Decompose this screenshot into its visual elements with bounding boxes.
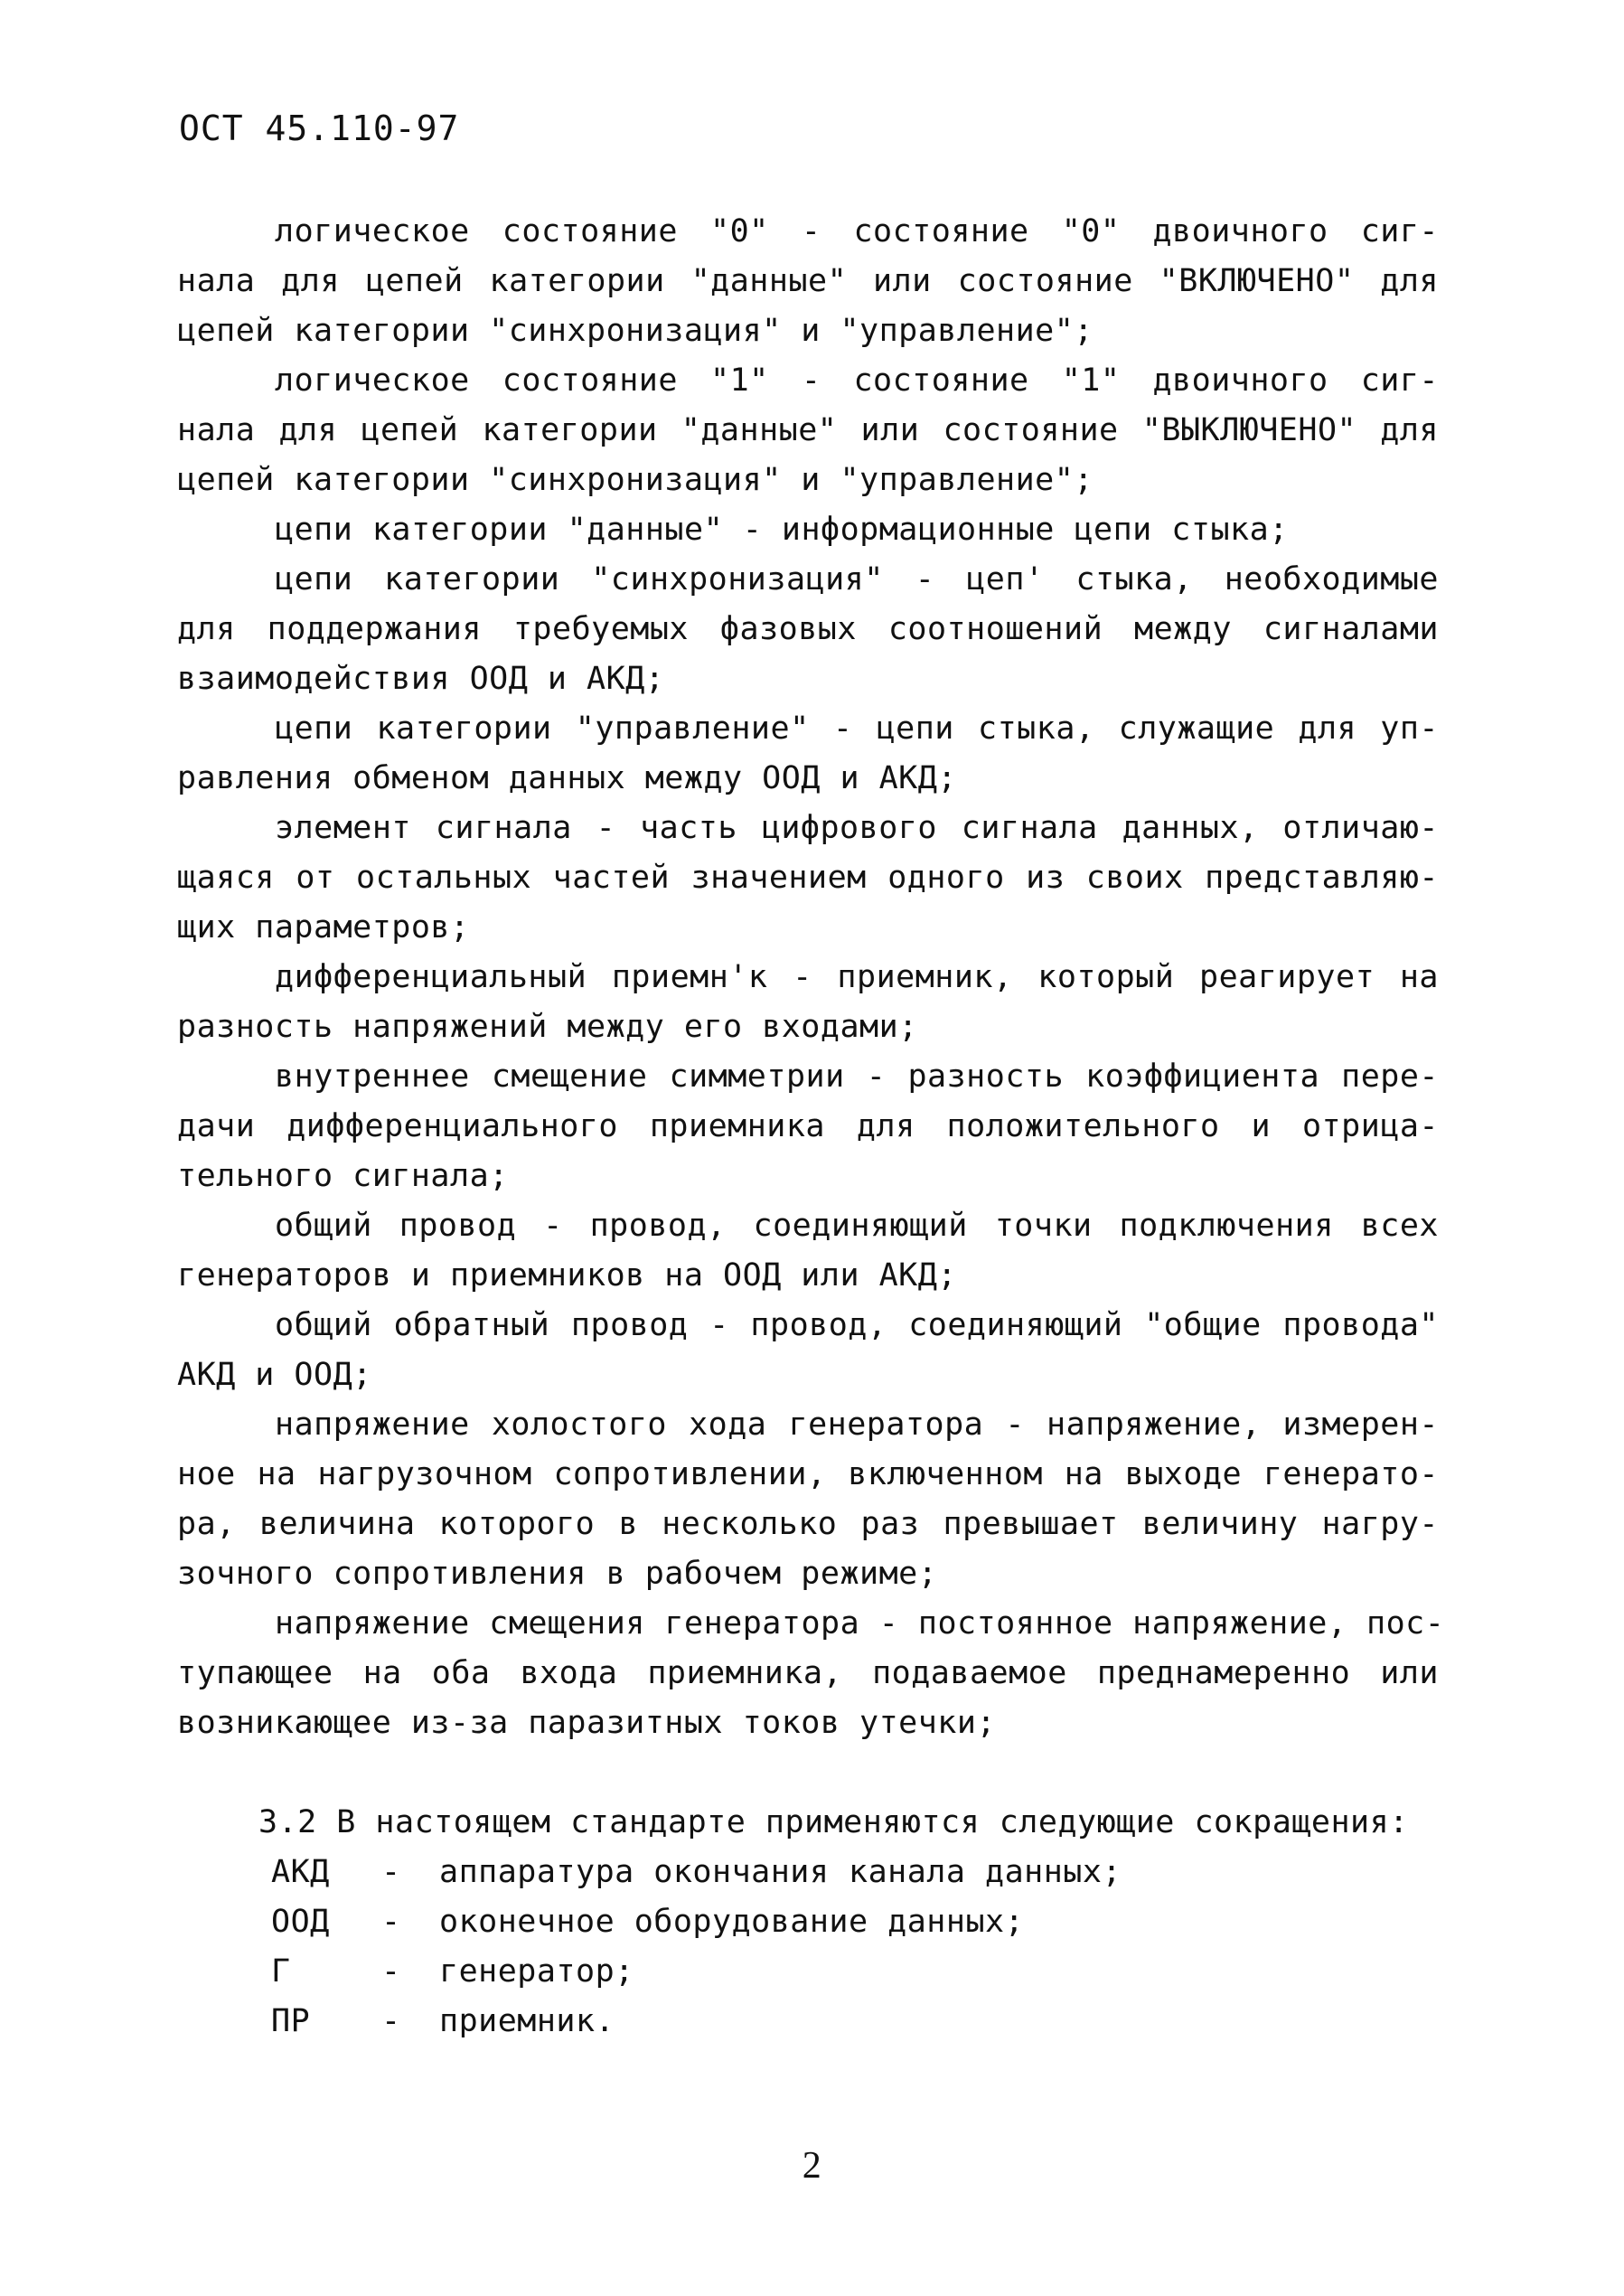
text-line: напряжение холостого хода генератора - напряжение, измерен- [275,1407,1439,1443]
abbreviation-dash: - [381,1953,401,1990]
abbreviation-dash: - [381,1854,401,1890]
text-line: тупающее на оба входа приемника, подаваемое преднамеренно или [177,1655,1439,1691]
abbreviation-dash: - [381,2003,401,2039]
text-line: АКД и ООД; [177,1357,372,1393]
text-line: разность напряжений между его входами; [177,1009,918,1045]
abbreviation-code: ПР [271,2003,311,2039]
text-line: возникающее из-за паразитных токов утечки; [177,1705,997,1741]
text-line: общий провод - провод, соединяющий точки подключения всех [275,1208,1439,1244]
text-line: цепей категории "синхронизация" и "управление"; [177,462,1094,498]
text-line: цепи категории "управление" - цепи стыка, служащие для уп- [275,710,1439,747]
abbreviation-text: приемник. [439,2003,615,2039]
text-line: зочного сопротивления в рабочем режиме; [177,1556,938,1592]
text-line: щих параметров; [177,909,470,946]
page-number: 2 [802,2145,822,2187]
abbreviation-code: ООД [271,1904,330,1940]
text-line: генераторов и приемников на ООД или АКД; [177,1257,957,1294]
text-line: цепи категории "данные" - информационные цепи стыка; [275,512,1289,548]
abbreviation-text: оконечное оборудование данных; [439,1904,1025,1940]
abbreviation-dash: - [381,1904,401,1940]
text-line: логическое состояние "0" - состояние "0" двоичного сиг- [275,213,1439,249]
text-line: нала для цепей категории "данные" или состояние "ВЫКЛЮЧЕНО" для [177,412,1439,448]
text-line: цепей категории "синхронизация" и "управление"; [177,313,1094,349]
abbreviation-code: Г [271,1953,291,1990]
text-line: цепи категории "синхронизация" - цеп' стыка, необходимые [275,561,1439,598]
text-line: логическое состояние "1" - состояние "1" двоичного сиг- [275,362,1439,399]
text-line: ра, величина которого в несколько раз превышает величину нагру- [177,1506,1439,1542]
text-line: напряжение смещения генератора - постоянное напряжение, пос- [275,1605,1445,1642]
text-line: внутреннее смещение симметрии - разность коэффициента пере- [275,1059,1439,1095]
document-code: ОСТ 45.110-97 [179,108,460,148]
text-line: элемент сигнала - часть цифрового сигнала данных, отличаю- [275,810,1439,846]
text-line: для поддержания требуемых фазовых соотношений между сигналами [177,611,1439,647]
text-line: нала для цепей категории "данные" или состояние "ВКЛЮЧЕНО" для [177,263,1439,299]
section-heading: 3.2 В настоящем стандарте применяются следующие сокращения: [258,1804,1409,1840]
text-line: общий обратный провод - провод, соединяющий "общие провода" [275,1307,1439,1343]
text-line: тельного сигнала; [177,1158,509,1194]
text-line: дифференциальный приемн'к - приемник, который реагирует на [275,959,1439,995]
text-line: взаимодействия ООД и АКД; [177,661,665,697]
text-line: дачи дифференциального приемника для положительного и отрица- [177,1108,1439,1144]
text-line: ное на нагрузочном сопротивлении, включенном на выходе генерато- [177,1456,1439,1492]
abbreviation-text: генератор; [439,1953,634,1990]
text-line: равления обменом данных между ООД и АКД; [177,760,957,796]
text-line: щаяся от остальных частей значением одного из своих представляю- [177,860,1439,896]
abbreviation-code: АКД [271,1854,330,1890]
abbreviation-text: аппаратура окончания канала данных; [439,1854,1122,1890]
